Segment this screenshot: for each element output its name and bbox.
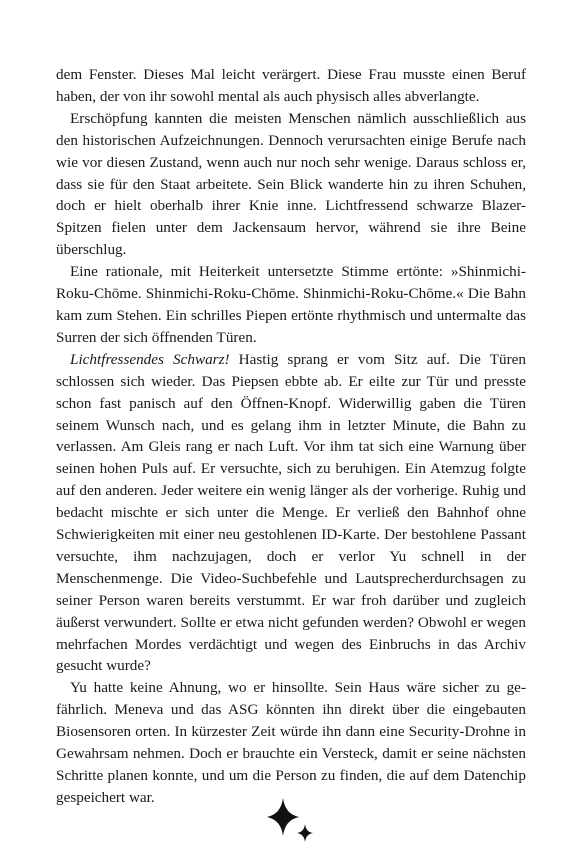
paragraph-text: Eine rationale, mit Heiterkeit untersetzte Stimme ertönte: »Shinmichi-Roku-Chōme. Shinmichi-Roku-Chōme. Shinmichi-Roku-Chōme.« Die Bahn kam zum Stehen. Ein schrilles Piepen ertönte rhythmisch und untermalte das Surren der sich öffnenden Türen.	[56, 263, 526, 346]
paragraph	[56, 108, 526, 261]
large-star-icon	[267, 798, 299, 836]
paragraph	[56, 349, 526, 678]
paragraph	[56, 64, 526, 108]
paragraph-text: Erschöpfung kannten die meisten Menschen nämlich ausschließlich aus den historischen Aufzeichnungen. Dennoch verursachten einige Berufe nach wie vor diesen Zustand, wenn auch nur noch sehr wenige. Daraus schloss er, dass sie für den Staat arbeitete. Sein Blick wanderte hin zu ihren Schuhen, doch er hielt oberhalb ihrer Knie inne. Lichtfressend schwarze Blazer-Spitzen fielen unter dem Jackensaum hervor, während sie ihre Beine überschlug.	[56, 109, 526, 259]
sparkle-stars-icon	[255, 790, 325, 850]
body-text	[56, 64, 526, 809]
small-star-icon	[297, 824, 313, 842]
paragraph	[56, 261, 526, 349]
paragraph-text: Hastig sprang er vom Sitz auf. Die Türen schlossen sich wieder. Das Piepsen ebbte ab. Er eilte zur Tür und presste schon fast panisch auf den Öffnen-Knopf. Widerwillig gaben die Türen seinem Wunsch nach, und es gelang ihm in letzter Minute, die Bahn zu verlassen. Am Gleis rang er nach Luft. Vor ihm tat sich eine Warnung über seinen hohen Puls auf. Er versuchte, sich zu beruhigen. Ein Atemzug folgte auf den anderen. Jeder weitere ein wenig länger als der vorherige. Ruhig und bedacht mischte er sich unter die Menge. Er verließ den Bahnhof ohne Schwierigkeiten mit einer neu gestohlenen ID-Karte. Der bestohlene Passant versuchte, ihm nachzujagen, doch er verlor Yu schnell in der Menschenmenge. Die Video-Suchbefehle und Lautsprecherdurchsagen zu seiner Person waren bereits verstummt. Er war froh darüber und zugleich äußerst verwundert. Sollte er etwa nicht gefunden werden? Obwohl er wegen mehrfachen Mordes verdächtigt und wegen des Einbruchs in das Archiv gesucht wurde?	[56, 350, 526, 675]
paragraph-text: dem Fenster. Dieses Mal leicht verärgert. Diese Frau musste einen Beruf haben, der von ihr sowohl mental als auch physisch alles abverlangte.	[56, 66, 526, 105]
italic-phrase: Lichtfressendes Schwarz!	[70, 350, 230, 368]
paragraph-text: Yu hatte keine Ahnung, wo er hinsollte. Sein Haus wäre sicher zu gefährlich. Meneva und das ASG könnten ihn direkt über die eingebauten Biosensoren orten. In kürzester Zeit würde ihn dann eine Security-Drohne in Gewahrsam nehmen. Doch er brauchte ein Versteck, damit er seine nächsten Schritte planen konnte, und um die Person zu finden, die auf dem Datenchip gespeichert war.	[56, 679, 526, 806]
